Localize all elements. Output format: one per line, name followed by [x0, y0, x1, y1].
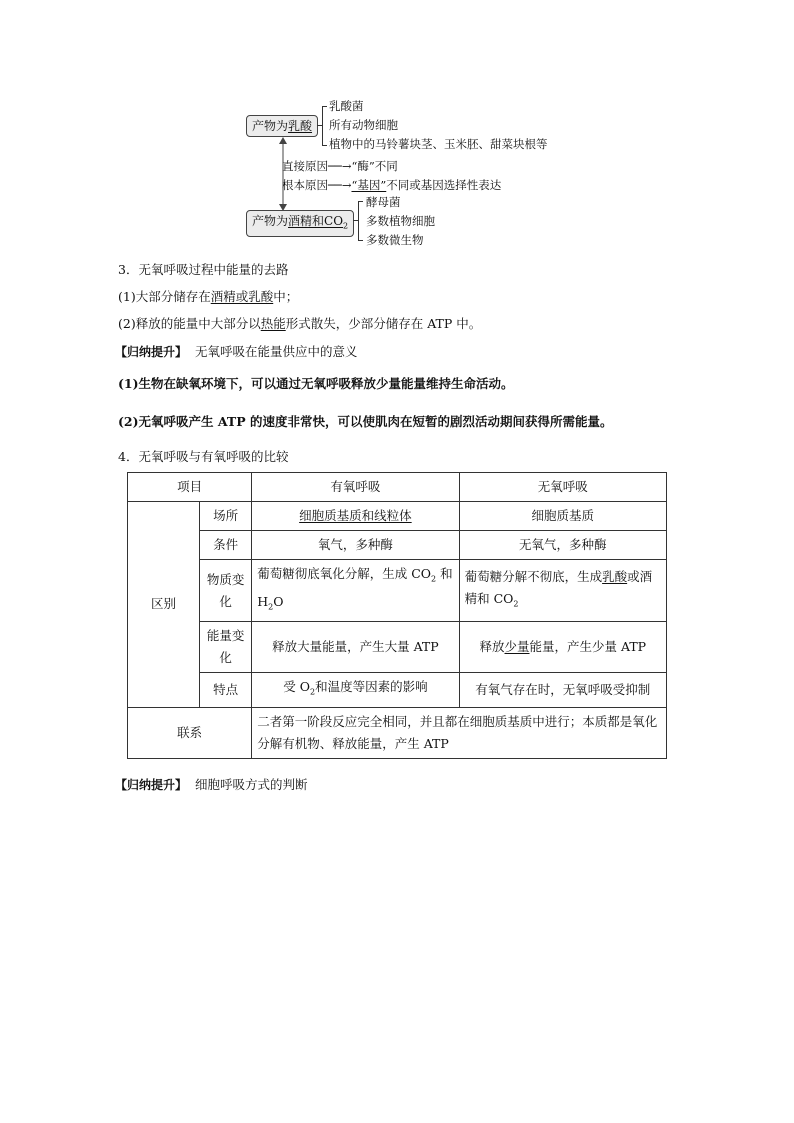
organism-item: 所有动物细胞 [329, 118, 398, 132]
table-row [128, 531, 667, 560]
double-arrow-icon [276, 137, 290, 211]
subscript: 2 [268, 602, 274, 611]
section-heading: 3．无氧呼吸过程中能量的去路 [118, 262, 289, 277]
cause-term: “基因” [351, 178, 387, 192]
brace-tick [358, 240, 363, 241]
text: 葡萄糖分解不彻底，生成 [464, 568, 603, 584]
cell: 释放大量能量，产生大量 ATP [252, 622, 459, 673]
comparison-table [127, 472, 667, 759]
table-row [128, 673, 667, 708]
organism-item: 多数植物细胞 [366, 214, 435, 228]
energy-line-2 [118, 314, 481, 332]
header-cell: 项目 [128, 473, 252, 502]
subscript: 2 [309, 687, 316, 697]
lactic-acid-product-box [246, 115, 318, 137]
cell [459, 560, 666, 622]
summary-paragraph: (2)无氧呼吸产生 ATP 的速度非常快，可以使肌肉在短暂的剧烈活动期间获得所需能量。 [118, 414, 613, 429]
row-label: 联系 [128, 707, 252, 758]
brace-tick [317, 125, 322, 126]
summary-title: 无氧呼吸在能量供应中的意义 [194, 344, 358, 359]
header-cell: 无氧呼吸 [459, 473, 666, 502]
row-label: 场所 [200, 502, 252, 531]
row-label: 能量变化 [200, 622, 252, 673]
subscript: 2 [431, 574, 437, 584]
text: 或酒精和 CO [464, 568, 653, 606]
organism-item: 植物中的马铃薯块茎、玉米胚、甜菜块根等 [329, 137, 548, 151]
table-row [128, 622, 667, 673]
underlined-text: 热能 [260, 316, 286, 331]
summary-tag: 【归纳提升】 [115, 778, 188, 792]
box-underlined [288, 214, 349, 231]
cell: 二者第一阶段反应完全相同，并且都在细胞质基质中进行；本质都是氧化分解有机物、释放能量，产生 ATP [252, 707, 667, 758]
brace-tick [322, 145, 327, 146]
table-row [128, 473, 667, 502]
cause-label: 根本原因 [282, 178, 328, 192]
table-row [128, 502, 667, 531]
table-row [128, 707, 667, 758]
organism-item: 酵母菌 [366, 195, 401, 209]
group-cell: 区别 [128, 502, 200, 708]
text: (1)大部分储存在 [118, 289, 211, 304]
cause-suffix: 不同或基因选择性表达 [386, 178, 502, 192]
section-heading: 4．无氧呼吸与有氧呼吸的比较 [118, 449, 289, 464]
text: 葡萄糖彻底氧化分解，生成 CO [257, 566, 432, 581]
cell [252, 502, 459, 531]
box-underlined-text: 酒精和CO [288, 214, 344, 228]
energy-line-1 [118, 287, 298, 305]
cell: 无氧气，多种酶 [459, 531, 666, 560]
underlined-text: 酒精或乳酸 [210, 289, 274, 304]
cell [459, 622, 666, 673]
bottom-brace [358, 201, 359, 241]
row-label: 条件 [200, 531, 252, 560]
root-cause [282, 177, 501, 193]
text: 受 O [283, 679, 310, 694]
right-arrow-icon: ──→ [328, 159, 352, 173]
text: 和 H [257, 566, 453, 609]
cell [252, 673, 459, 708]
summary-title: 细胞呼吸方式的判断 [194, 777, 308, 792]
direct-cause [282, 158, 398, 174]
cause-suffix: 不同 [374, 159, 398, 173]
right-arrow-icon: ──→ [328, 178, 352, 192]
row-label: 特点 [200, 673, 252, 708]
subscript: 2 [513, 599, 519, 609]
text: 能量，产生少量 ATP [529, 639, 647, 654]
organism-item: 多数微生物 [366, 233, 424, 247]
alcohol-product-box [246, 210, 354, 237]
cell [252, 560, 459, 622]
brace-tick [358, 201, 363, 202]
text: 和温度等因素的影响 [315, 679, 428, 694]
subscript: 2 [343, 221, 349, 231]
header-cell: 有氧呼吸 [252, 473, 459, 502]
brace-tick [322, 106, 327, 107]
underlined-text: 少量 [504, 639, 530, 654]
text: 中； [273, 289, 299, 304]
cell: 细胞质基质 [459, 502, 666, 531]
underlined-text: 乳酸 [602, 568, 628, 584]
box-underlined: 乳酸 [288, 119, 313, 133]
text: 形式散失，少部分储存在 ATP 中。 [285, 316, 482, 331]
text: (2)释放的能量中大部分以 [118, 316, 261, 331]
table-row [128, 560, 667, 622]
organism-item: 乳酸菌 [329, 99, 364, 113]
cause-label: 直接原因 [282, 159, 328, 173]
summary-heading [115, 775, 307, 793]
text: O [273, 593, 284, 609]
cell: 有氧气存在时，无氧呼吸受抑制 [459, 673, 666, 708]
box-prefix: 产物为 [252, 214, 289, 228]
cell: 氧气，多种酶 [252, 531, 459, 560]
summary-tag: 【归纳提升】 [115, 345, 188, 359]
text: 释放 [479, 639, 505, 654]
box-prefix: 产物为 [252, 119, 289, 133]
brace-tick [353, 220, 358, 221]
summary-heading [115, 342, 357, 360]
summary-paragraph: (1)生物在缺氧环境下，可以通过无氧呼吸释放少量能量维持生命活动。 [118, 376, 514, 391]
top-brace [322, 106, 323, 146]
cause-term: “酶” [351, 159, 375, 173]
row-label: 物质变化 [200, 560, 252, 622]
underlined-text: 细胞质基质和线粒体 [299, 508, 412, 523]
